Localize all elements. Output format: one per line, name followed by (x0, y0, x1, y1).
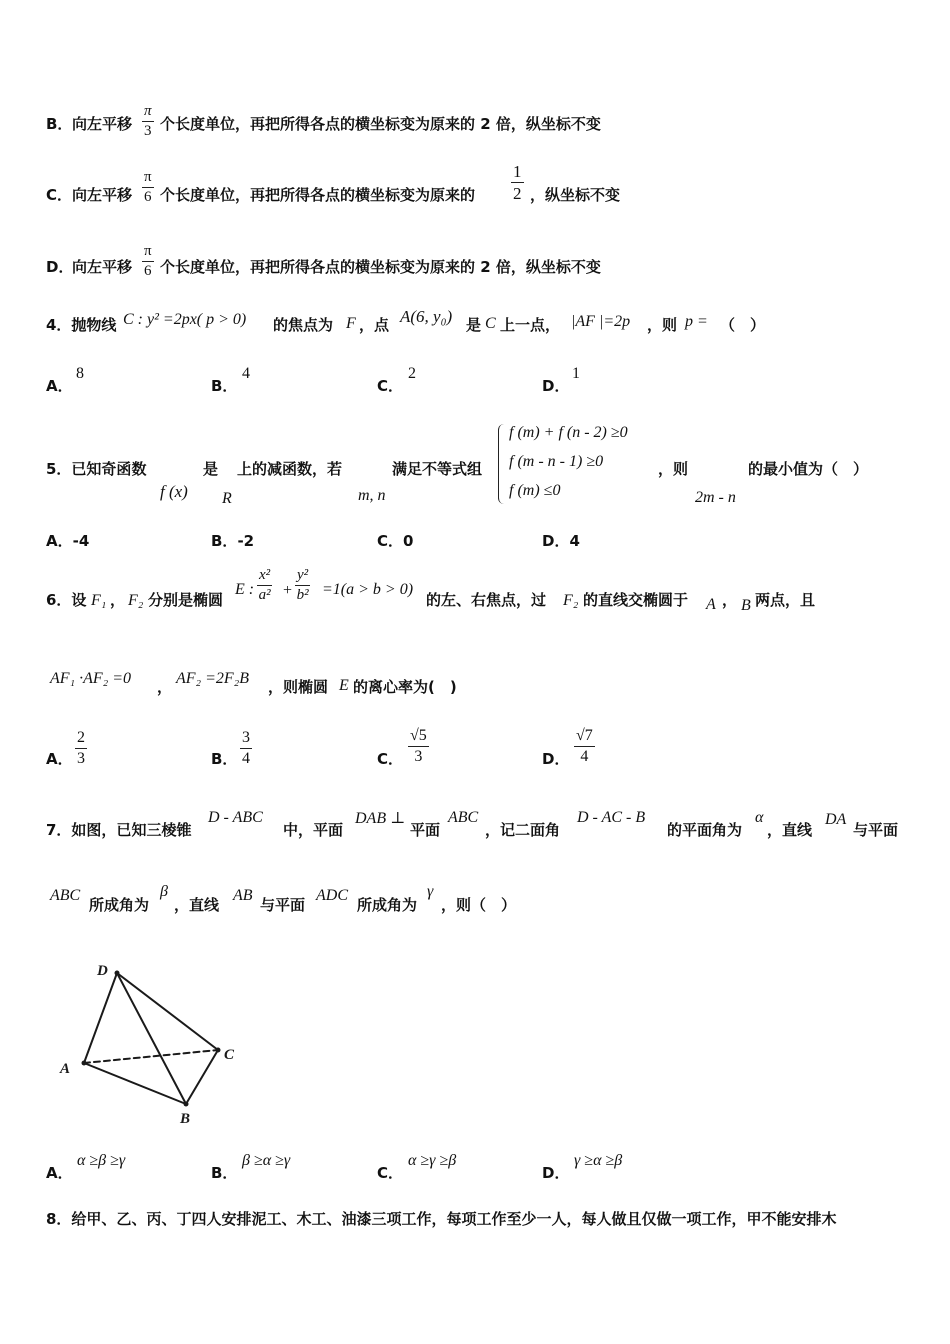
q7-stem-start: 7．如图，已知三棱锥 (46, 821, 192, 839)
q7-text-with-plane: 与平面 (853, 821, 899, 839)
q7-option-a-label: A． (46, 1164, 73, 1182)
q5-domain-R: R (222, 490, 232, 507)
edge-DB (117, 973, 186, 1104)
q5-option-b: B．-2 (211, 532, 255, 550)
q5-vars-mn: m, n (358, 487, 386, 504)
q5-text-system: 满足不等式组 (392, 460, 483, 478)
q7-text-in: 中，平面 (283, 821, 344, 839)
q6-dot-product: AF₁ ·AF₂ =0 (50, 670, 132, 687)
q6-text-foci: 的左、右焦点，过 (426, 591, 547, 609)
q7-text-line: ，直线 (767, 821, 813, 839)
q6-option-a-frac: $\frac{2}{3}$ (77, 729, 85, 767)
q4-option-b-label: B． (211, 377, 238, 395)
q7-text-then: ，则（ ） (441, 896, 517, 914)
q4-text-then: ，则 (647, 316, 678, 334)
q7-option-b-value: β ≥α ≥γ (242, 1152, 291, 1169)
edge-BC (186, 1050, 218, 1104)
q4-option-b-value: 4 (242, 365, 250, 382)
q7-text-line-2: ，直线 (174, 896, 220, 914)
q5-option-a: A．-4 (46, 532, 90, 550)
q4-paren: （ ） (720, 316, 766, 334)
q5-stem-start: 5．已知奇函数 (46, 460, 147, 478)
q3-option-d-text: 向左平移 (72, 258, 133, 276)
q6-option-b-frac: $\frac{3}{4}$ (242, 729, 250, 767)
q7-plane-DAB: DAB ⊥ (355, 810, 406, 827)
q5-text-min: 的最小值为（ ） (748, 460, 869, 478)
q4-point-A: A(6, y₀) (400, 307, 453, 326)
q3-option-c-label: C． (46, 186, 73, 204)
q3-option-c-text2: 个长度单位，再把所得各点的横坐标变为原来的 (160, 186, 476, 204)
q6-text-line: 的直线交椭圆于 (583, 591, 689, 609)
q7-option-c-label: C． (377, 1164, 404, 1182)
q4-option-d-value: 1 (572, 365, 580, 382)
q3-option-c-half: $\frac{1}{2}$ (513, 162, 522, 203)
q4-option-a-value: 8 (76, 365, 84, 382)
q3-option-b-fraction: $\frac{\pi}{3}$ (144, 103, 152, 139)
vertex-label-C: C (224, 1047, 235, 1063)
edge-AB (84, 1063, 186, 1104)
edge-DC (117, 973, 218, 1050)
q7-text-plane: 平面 (410, 821, 441, 839)
q4-curve-C: C (485, 315, 496, 332)
q5-function-f: f (x) (160, 482, 188, 501)
q5-expr: 2m - n (695, 489, 736, 506)
q6-option-c-frac: $\frac{√5}{3}$ (410, 727, 427, 765)
q7-option-b-label: B． (211, 1164, 238, 1182)
q7-text-angle-b: 所成角为 (89, 896, 150, 914)
q6-option-b-label: B． (211, 750, 238, 768)
q7-line-DA: DA (825, 811, 847, 828)
q6-option-d-frac: $\frac{√7}{4}$ (576, 727, 593, 765)
q7-plane-ABC-2: ABC (50, 887, 81, 904)
q6-sep3: ， (157, 678, 173, 696)
q4-option-a-label: A． (46, 377, 73, 395)
q7-gamma: γ (427, 883, 434, 900)
q4-option-d-label: D． (542, 377, 570, 395)
vertex-label-A: A (60, 1061, 71, 1077)
q3-option-b-label: B． (46, 115, 73, 133)
vertex-label-D: D (97, 963, 108, 979)
q7-text-angle: 的平面角为 (667, 821, 743, 839)
q5-ineq-1: f (m) + f (n - 2) ≥0 (509, 424, 628, 441)
q7-option-a-value: α ≥β ≥γ (77, 1152, 126, 1169)
q4-p-eq: p = (685, 313, 708, 330)
q3-option-c-fraction: $\frac{\pi}{6}$ (144, 169, 152, 205)
q4-parabola-eq: C : y² =2px( p > 0) (123, 311, 247, 328)
q7-text-dihedral: ，记二面角 (485, 821, 561, 839)
q5-ineq-2: f (m - n - 1) ≥0 (509, 453, 604, 470)
q7-plane-ABC: ABC (448, 809, 479, 826)
q6-A: A (706, 596, 716, 613)
q5-text-is: 是 (203, 460, 219, 478)
q5-system-brace (498, 424, 505, 504)
q4-stem-start: 4．抛物线 (46, 316, 117, 334)
q7-tetrahedron-figure (50, 955, 260, 1135)
q6-text-ecc: 的离心率为( ) (353, 678, 457, 696)
q3-option-d-label: D． (46, 258, 74, 276)
q7-text-angle-c: 所成角为 (357, 896, 418, 914)
q6-option-a-label: A． (46, 750, 73, 768)
q6-F2: F₂ (128, 592, 144, 609)
q7-pyramid: D - ABC (208, 809, 263, 826)
q6-option-d-label: D． (542, 750, 570, 768)
q3-option-b-text: 向左平移 (72, 115, 133, 133)
q4-text-is: 是 (466, 316, 482, 334)
q6-text-then: ，则椭圆 (268, 678, 329, 696)
q6-y-frac: $\frac{\text{y²}}{\text{b²}}$ (296, 567, 309, 603)
q3-option-c-text3: ，纵坐标不变 (530, 186, 621, 204)
q3-option-d-text2: 个长度单位，再把所得各点的横坐标变为原来的 2 倍，纵坐标不变 (160, 258, 601, 276)
q4-focus-F: F (346, 315, 356, 332)
q4-text-point: ，点 (359, 316, 390, 334)
q4-option-c-value: 2 (408, 365, 416, 382)
q7-plane-ADC: ADC (316, 887, 348, 904)
q6-plus: + (283, 582, 293, 599)
q7-text-with-plane-2: 与平面 (260, 896, 306, 914)
q4-option-c-label: C． (377, 377, 404, 395)
q6-stem-start: 6．设 (46, 591, 87, 609)
q7-dihedral: D - AC - B (577, 809, 646, 826)
q6-sep: ， (110, 591, 126, 609)
q7-option-d-value: γ ≥α ≥β (574, 1152, 623, 1169)
q6-option-c-label: C． (377, 750, 404, 768)
q7-beta: β (160, 883, 168, 900)
q8-stem: 8．给甲、乙、丙、丁四人安排泥工、木工、油漆三项工作，每项工作至少一人，每人做且仅做一项工作，甲不能安排木 (46, 1210, 837, 1228)
q4-text-focus: 的焦点为 (273, 316, 334, 334)
vertex-label-B: B (180, 1111, 191, 1127)
q5-text-decreasing: 上的减函数，若 (237, 460, 343, 478)
q6-E2: E (339, 677, 349, 694)
q6-F1: F₁ (91, 592, 107, 609)
q6-vector-eq: AF₂ =2F₂B (176, 670, 250, 687)
q5-option-c: C．0 (377, 532, 414, 550)
q5-text-then: ，则 (658, 460, 689, 478)
q5-option-d: D．4 (542, 532, 580, 550)
q6-F2b: F₂ (563, 592, 579, 609)
q7-alpha: α (755, 809, 764, 826)
q6-sep2: ， (722, 591, 738, 609)
q3-option-c-text: 向左平移 (72, 186, 133, 204)
q7-line-AB: AB (233, 887, 253, 904)
edge-DA (84, 973, 117, 1063)
edge-AC-hidden (84, 1050, 218, 1063)
q7-option-d-label: D． (542, 1164, 570, 1182)
q6-E: E : (235, 581, 255, 598)
q4-text-on: 上一点， (500, 316, 561, 334)
q5-ineq-3: f (m) ≤0 (509, 482, 561, 499)
q6-text-ellipse: 分别是椭圆 (148, 591, 224, 609)
q4-AF-eq: |AF |=2p (571, 313, 631, 330)
q3-option-b-text2: 个长度单位，再把所得各点的横坐标变为原来的 2 倍，纵坐标不变 (160, 115, 601, 133)
q3-option-d-fraction: $\frac{\pi}{6}$ (144, 243, 152, 279)
q6-B: B (741, 597, 751, 614)
q6-x-frac: $\frac{\text{x²}}{\text{a²}}$ (258, 567, 271, 603)
q6-condition: =1(a > b > 0) (322, 581, 414, 598)
q6-text-two: 两点，且 (755, 591, 816, 609)
q7-option-c-value: α ≥γ ≥β (408, 1152, 457, 1169)
